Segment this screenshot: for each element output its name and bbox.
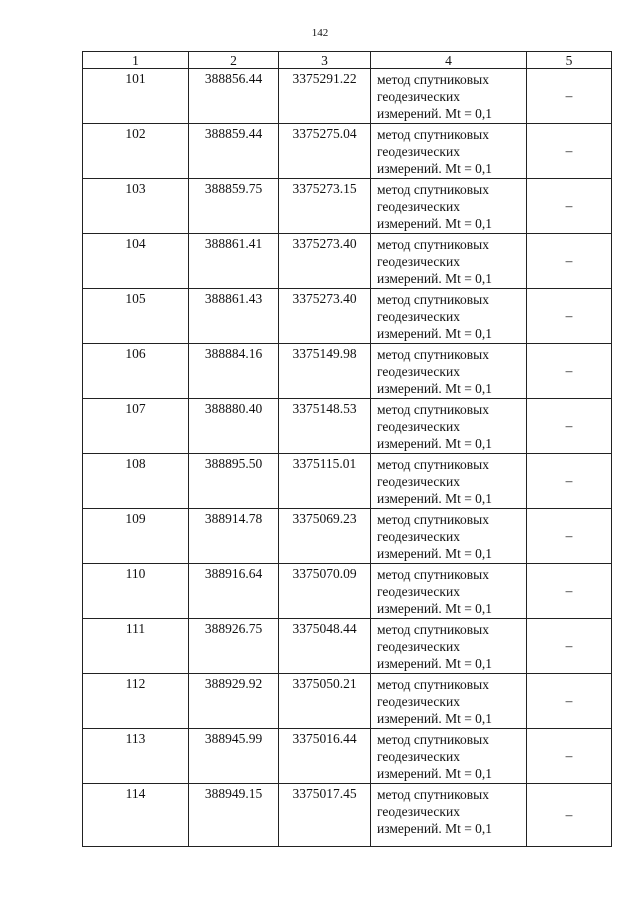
- y-coordinate-cell: 3375149.98: [279, 344, 371, 399]
- point-number-cell: 113: [83, 729, 189, 784]
- method-line: метод спутниковых: [377, 127, 489, 142]
- point-number-cell: 104: [83, 234, 189, 289]
- method-line: геодезических: [377, 749, 460, 764]
- x-coordinate-cell: 388929.92: [189, 674, 279, 729]
- page-number: 142: [311, 27, 329, 39]
- method-line: метод спутниковых: [377, 787, 489, 802]
- table-row: [83, 399, 612, 454]
- method-line: метод спутниковых: [377, 402, 489, 417]
- method-line: геодезических: [377, 804, 460, 819]
- method-cell: [371, 784, 527, 847]
- table-row: [83, 289, 612, 344]
- method-cell: [371, 344, 527, 399]
- col5-cell: –: [527, 344, 612, 399]
- x-coordinate-cell: 388884.16: [189, 344, 279, 399]
- header-col-2: 2: [189, 52, 279, 69]
- method-line: измерений. Mt = 0,1: [377, 106, 493, 121]
- header-col-3: 3: [279, 52, 371, 69]
- method-line: геодезических: [377, 89, 460, 104]
- table-row: [83, 179, 612, 234]
- method-line: измерений. Mt = 0,1: [377, 821, 493, 836]
- method-cell: [371, 619, 527, 674]
- method-line: геодезических: [377, 309, 460, 324]
- method-line: геодезических: [377, 639, 460, 654]
- table-row: [83, 674, 612, 729]
- method-line: измерений. Mt = 0,1: [377, 656, 493, 671]
- col5-cell: –: [527, 674, 612, 729]
- y-coordinate-cell: 3375115.01: [279, 454, 371, 509]
- x-coordinate-cell: 388916.64: [189, 564, 279, 619]
- method-line: геодезических: [377, 474, 460, 489]
- method-line: измерений. Mt = 0,1: [377, 491, 493, 506]
- y-coordinate-cell: 3375016.44: [279, 729, 371, 784]
- method-cell: [371, 399, 527, 454]
- table-header-row: [83, 52, 612, 69]
- point-number-cell: 109: [83, 509, 189, 564]
- x-coordinate-cell: 388949.15: [189, 784, 279, 847]
- col5-cell: –: [527, 289, 612, 344]
- method-line: метод спутниковых: [377, 72, 489, 87]
- method-cell: [371, 69, 527, 124]
- col5-cell: –: [527, 124, 612, 179]
- y-coordinate-cell: 3375048.44: [279, 619, 371, 674]
- x-coordinate-cell: 388861.41: [189, 234, 279, 289]
- point-number-cell: 111: [83, 619, 189, 674]
- method-line: геодезических: [377, 694, 460, 709]
- point-number-cell: 103: [83, 179, 189, 234]
- point-number-cell: 108: [83, 454, 189, 509]
- y-coordinate-cell: 3375273.15: [279, 179, 371, 234]
- header-col-1: 1: [83, 52, 189, 69]
- table-row: [83, 454, 612, 509]
- method-cell: [371, 674, 527, 729]
- x-coordinate-cell: 388859.44: [189, 124, 279, 179]
- col5-cell: –: [527, 564, 612, 619]
- method-line: измерений. Mt = 0,1: [377, 766, 493, 781]
- method-line: измерений. Mt = 0,1: [377, 601, 493, 616]
- method-line: измерений. Mt = 0,1: [377, 326, 493, 341]
- x-coordinate-cell: 388861.43: [189, 289, 279, 344]
- method-line: геодезических: [377, 419, 460, 434]
- method-line: геодезических: [377, 199, 460, 214]
- point-number-cell: 105: [83, 289, 189, 344]
- y-coordinate-cell: 3375069.23: [279, 509, 371, 564]
- method-cell: [371, 454, 527, 509]
- table-row: [83, 564, 612, 619]
- method-line: метод спутниковых: [377, 512, 489, 527]
- method-cell: [371, 509, 527, 564]
- coordinates-table: [82, 51, 612, 847]
- method-cell: [371, 729, 527, 784]
- col5-cell: –: [527, 179, 612, 234]
- point-number-cell: 107: [83, 399, 189, 454]
- y-coordinate-cell: 3375291.22: [279, 69, 371, 124]
- method-line: метод спутниковых: [377, 347, 489, 362]
- method-cell: [371, 289, 527, 344]
- method-line: измерений. Mt = 0,1: [377, 546, 493, 561]
- method-line: измерений. Mt = 0,1: [377, 436, 493, 451]
- table-row: [83, 344, 612, 399]
- table-row: [83, 729, 612, 784]
- y-coordinate-cell: 3375275.04: [279, 124, 371, 179]
- method-line: геодезических: [377, 254, 460, 269]
- col5-cell: –: [527, 729, 612, 784]
- y-coordinate-cell: 3375148.53: [279, 399, 371, 454]
- x-coordinate-cell: 388926.75: [189, 619, 279, 674]
- y-coordinate-cell: 3375017.45: [279, 784, 371, 847]
- x-coordinate-cell: 388856.44: [189, 69, 279, 124]
- col5-cell: –: [527, 69, 612, 124]
- point-number-cell: 114: [83, 784, 189, 847]
- method-line: метод спутниковых: [377, 237, 489, 252]
- method-line: измерений. Mt = 0,1: [377, 381, 493, 396]
- method-cell: [371, 564, 527, 619]
- x-coordinate-cell: 388859.75: [189, 179, 279, 234]
- method-line: метод спутниковых: [377, 182, 489, 197]
- table-row: [83, 124, 612, 179]
- col5-cell: –: [527, 619, 612, 674]
- method-line: измерений. Mt = 0,1: [377, 161, 493, 176]
- x-coordinate-cell: 388880.40: [189, 399, 279, 454]
- method-line: метод спутниковых: [377, 292, 489, 307]
- method-line: метод спутниковых: [377, 732, 489, 747]
- method-line: измерений. Mt = 0,1: [377, 216, 493, 231]
- header-col-5: 5: [527, 52, 612, 69]
- y-coordinate-cell: 3375273.40: [279, 234, 371, 289]
- method-line: метод спутниковых: [377, 622, 489, 637]
- method-line: геодезических: [377, 364, 460, 379]
- method-cell: [371, 124, 527, 179]
- point-number-cell: 102: [83, 124, 189, 179]
- table-row: [83, 69, 612, 124]
- table-row: [83, 509, 612, 564]
- header-col-4: 4: [371, 52, 527, 69]
- method-cell: [371, 179, 527, 234]
- method-line: метод спутниковых: [377, 567, 489, 582]
- method-line: измерений. Mt = 0,1: [377, 271, 493, 286]
- method-line: геодезических: [377, 144, 460, 159]
- method-line: геодезических: [377, 529, 460, 544]
- x-coordinate-cell: 388914.78: [189, 509, 279, 564]
- col5-cell: –: [527, 399, 612, 454]
- method-line: метод спутниковых: [377, 457, 489, 472]
- col5-cell: –: [527, 234, 612, 289]
- table-row: [83, 619, 612, 674]
- col5-cell: –: [527, 784, 612, 847]
- method-line: метод спутниковых: [377, 677, 489, 692]
- method-line: измерений. Mt = 0,1: [377, 711, 493, 726]
- table-row: [83, 784, 612, 847]
- point-number-cell: 110: [83, 564, 189, 619]
- y-coordinate-cell: 3375273.40: [279, 289, 371, 344]
- x-coordinate-cell: 388895.50: [189, 454, 279, 509]
- point-number-cell: 112: [83, 674, 189, 729]
- y-coordinate-cell: 3375050.21: [279, 674, 371, 729]
- table-row: [83, 234, 612, 289]
- col5-cell: –: [527, 454, 612, 509]
- col5-cell: –: [527, 509, 612, 564]
- y-coordinate-cell: 3375070.09: [279, 564, 371, 619]
- point-number-cell: 106: [83, 344, 189, 399]
- table-body: [83, 69, 612, 847]
- point-number-cell: 101: [83, 69, 189, 124]
- method-line: геодезических: [377, 584, 460, 599]
- method-cell: [371, 234, 527, 289]
- x-coordinate-cell: 388945.99: [189, 729, 279, 784]
